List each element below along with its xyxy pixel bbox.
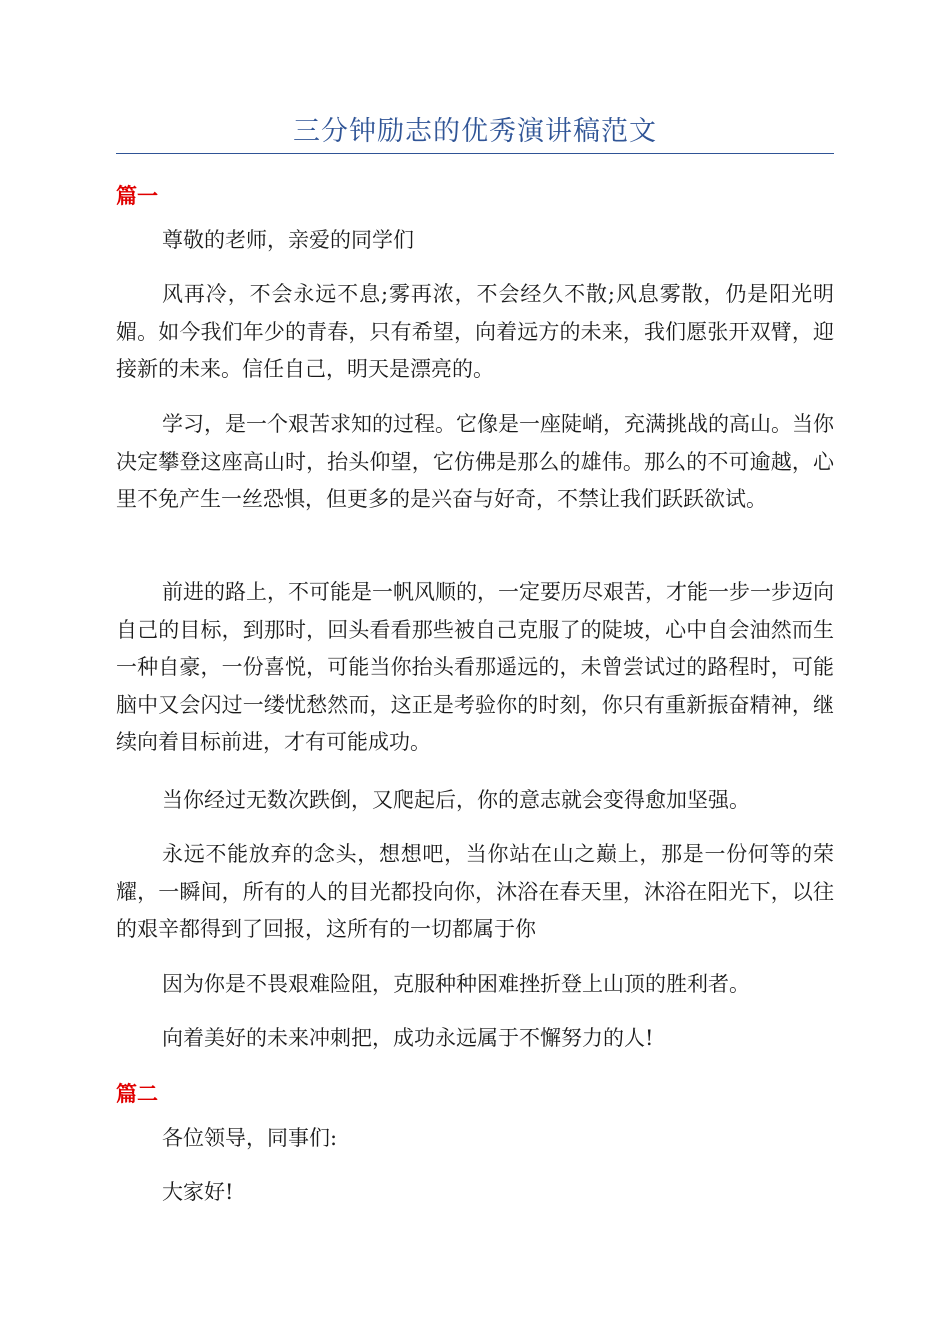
paragraph: 当你经过无数次跌倒，又爬起后，你的意志就会变得愈加坚强。: [162, 788, 750, 812]
paragraph: 大家好!: [162, 1180, 234, 1204]
paragraph: 永远不能放弃的念头，想想吧，当你站在山之巅上，那是一份何等的荣耀，一瞬间，所有的人的目光都投向你，沐浴在春天里，沐浴在阳光下，以往的艰辛都得到了回报，这所有的一切都属于你: [116, 842, 834, 941]
paragraph: 各位领导，同事们:: [162, 1126, 338, 1150]
paragraph: 学习，是一个艰苦求知的过程。它像是一座陡峭，充满挑战的高山。当你决定攀登这座高山时，抬头仰望，它仿佛是那么的雄伟。那么的不可逾越，心里不免产生一丝恐惧，但更多的是兴奋与好奇，不禁让我们跃跃欲试。: [116, 412, 834, 511]
paragraph: 因为你是不畏艰难险阻，克服种种困难挫折登上山顶的胜利者。: [162, 972, 750, 996]
paragraph: 风再冷，不会永远不息;雾再浓，不会经久不散;风息雾散，仍是阳光明媚。如今我们年少的青春，只有希望，向着远方的未来，我们愿张开双臂，迎接新的未来。信任自己，明天是漂亮的。: [116, 282, 834, 381]
paragraph: 尊敬的老师，亲爱的同学们: [162, 228, 414, 252]
title-underline: [116, 153, 834, 154]
paragraph: 向着美好的未来冲刺把，成功永远属于不懈努力的人!: [162, 1026, 654, 1050]
section-heading-2: 篇二: [116, 1082, 158, 1106]
paragraph: 前进的路上，不可能是一帆风顺的，一定要历尽艰苦，才能一步一步迈向自己的目标，到那时，回头看看那些被自己克服了的陡坡，心中自会油然而生一种自豪，一份喜悦，可能当你抬头看那遥远的，未曾尝试过的路程时，可能脑中又会闪过一缕忧愁然而，这正是考验你的时刻，你只有重新振奋精神，继续向着目标前进，才有可能成功。: [116, 580, 834, 754]
section-heading-1: 篇一: [116, 184, 158, 208]
document-title: 三分钟励志的优秀演讲稿范文: [293, 116, 657, 147]
